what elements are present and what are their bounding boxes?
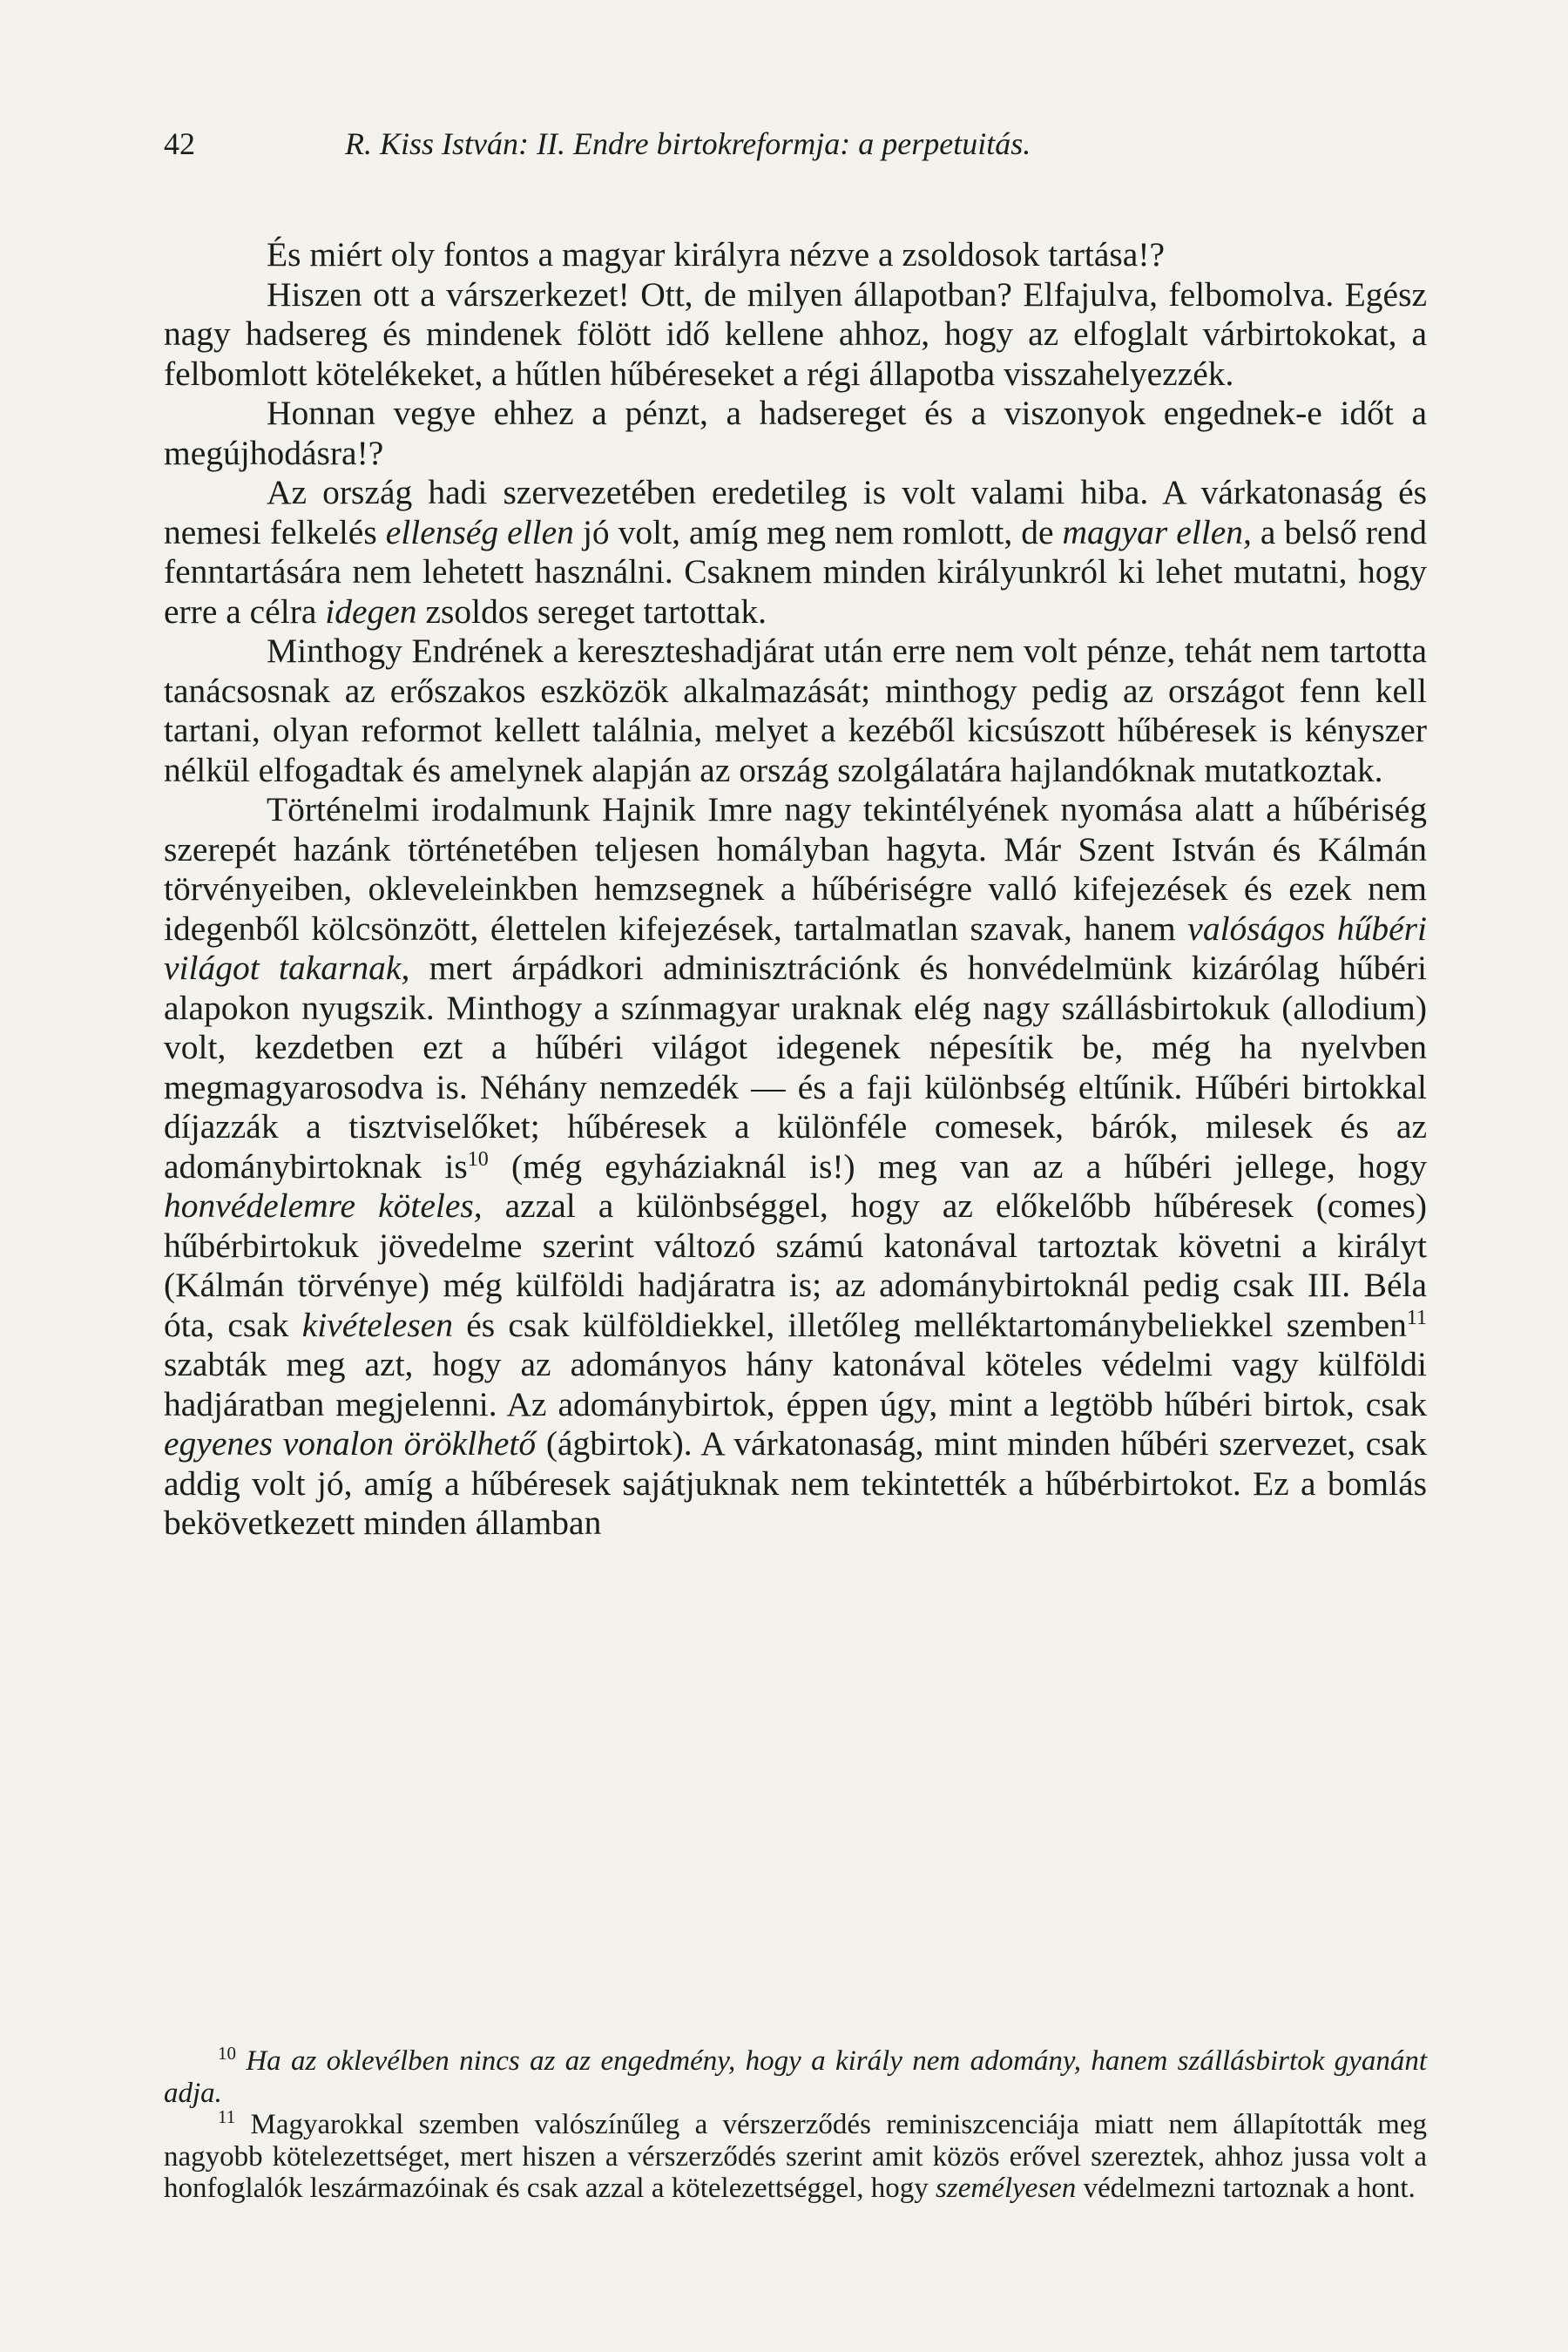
footnote-ref-11[interactable]: 11 (1406, 1306, 1427, 1329)
text-span: és csak külföldiekkel, illetőleg melléktartománybeliekkel szemben (453, 1305, 1407, 1344)
text-span: (ágbirtok). A várkatonaság, mint minden hűbéri szervezet, csak addig volt jó, amíg a hűbéresek sajátjuknak nem tekintették a hűbérbirtokot. Ez a bomlás bekövetkezett minden államban (164, 1424, 1427, 1542)
text-span: zsoldos sereget tartottak. (416, 591, 767, 631)
paragraph-5: Minthogy Endrének a kereszteshadjárat után erre nem volt pénze, tehát nem tartotta tanácsosnak az erőszakos eszközök alkalmazását; minthogy pedig az országot fenn kell tartani, olyan reformot kellett találnia, melyet a kezéből kicsúszott hűbéresek is kényszer nélkül elfogadtak és amelynek alapján az ország szolgálatára hajlandóknak mutatkoztak. (164, 632, 1427, 789)
text-span: Történelmi irodalmunk Hajnik Imre nagy tekintélyének nyomása alatt a hűbériség szerepét hazánk történetében teljesen homályban hagyta. Már Szent István és Kálmán törvényeiben, okleveleinkben hemzsegnek a hűbériségre valló kifejezések és ezek nem idegenből kölcsönzött, élettelen kifejezések, tartalmatlan szavak, hanem (164, 790, 1427, 948)
footnote-number: 10 (218, 2043, 236, 2064)
footnotes (164, 2045, 1427, 2205)
footnote-text: védelmezni tartoznak a hont. (1076, 2173, 1416, 2204)
running-title: R. Kiss István: II. Endre birtokreformja: a perpetuitás. (345, 126, 1031, 161)
paragraph-2: Hiszen ott a várszerkezet! Ott, de milyen állapotban? Elfajulva, felbomolva. Egész nagy hadsereg és mindenek fölött idő kellene ahhoz, hogy az elfoglalt várbirtokokat, a felbomlott kötelékeket, a hűtlen hűbéreseket a régi állapotba visszahelyezzék. (164, 274, 1427, 393)
page-header (164, 122, 1424, 166)
italic-emphasis: valóságos hűbéri világot takarnak, (164, 909, 1427, 987)
footnote-11 (164, 2106, 1427, 2205)
footnote-ref-10[interactable]: 10 (467, 1147, 489, 1171)
italic-emphasis: személyesen (936, 2173, 1077, 2204)
italic-emphasis: egyenes vonalon öröklhető (164, 1424, 537, 1463)
footnote-10 (164, 2045, 1427, 2109)
body-text (164, 235, 1427, 1544)
italic-emphasis: kivételesen (301, 1305, 453, 1344)
italic-emphasis: ellenség ellen (385, 512, 574, 551)
footnote-text: Magyarokkal szemben valószínűleg a vérszerződés reminiszcenciája miatt nem állapították meg nagyobb kötelezettséget, mert hiszen a vérszerződés szerint amit közös erővel szereztek, ahhoz jussa volt a honfoglalók leszármazóinak és csak azzal a kötelezettséggel, hogy (164, 2109, 1427, 2204)
paragraph-4 (164, 473, 1427, 632)
text-span: (még egyháziaknál is!) meg van az a hűbéri jellege, hogy (488, 1146, 1427, 1186)
paragraph-1: És miért oly fontos a magyar királyra nézve a zsoldosok tartása!? (267, 235, 1166, 274)
italic-emphasis: idegen (325, 591, 417, 631)
footnote-text: Ha az oklevélben nincs az az engedmény, hogy a király nem adomány, hanem szállásbirtok gyanánt adja. (164, 2045, 1427, 2109)
italic-emphasis: magyar ellen, (1062, 512, 1252, 551)
paragraph-6 (164, 790, 1427, 1544)
text-span: a belső rend fenntartására nem lehetett használni. Csaknem minden királyunkról ki lehet mutatni, hogy erre a célra (164, 512, 1427, 631)
italic-emphasis: honvédelemre köteles, (164, 1186, 483, 1225)
text-span: mert árpádkori adminisztrációnk és honvédelmünk kizárólag hűbéri alapokon nyugszik. Minthogy a színmagyar uraknak elég nagy szállásbirtokuk (allodium) volt, kezdetben ezt a hűbéri világot idegenek népesítik be, még ha nyelvben megmagyarosodva is. Néhány nemzedék — és a faji különbség eltűnik. Hűbéri birtokkal díjazzák a tisztviselőket; hűbéresek a különféle comesek, bárók, milesek és az adománybirtoknak is (164, 949, 1428, 1186)
text-span: szabták meg azt, hogy az adományos hány katonával köteles védelmi vagy külföldi hadjáratban megjelenni. Az adománybirtok, éppen úgy, mint a legtöbb hűbéri birtok, csak (164, 1345, 1427, 1423)
text-span: Az ország hadi szervezetében eredetileg is volt valami hiba. A várkatonaság és nemesi felkelés (164, 473, 1427, 551)
footnote-number: 11 (218, 2106, 236, 2127)
page-number: 42 (164, 126, 195, 161)
text-span: jó volt, amíg meg nem romlott, de (573, 512, 1063, 551)
paragraph-3: Honnan vegye ehhez a pénzt, a hadsereget és a viszonyok engednek-e időt a megújhodásra!? (164, 394, 1427, 472)
text-span: azzal a különbséggel, hogy az előkelőbb hűbéresek (comes) hűbérbirtokuk jövedelme szerint változó számú katonával tartoztak követni a királyt (Kálmán törvénye) még külföldi hadjáratra is; az adománybirtoknál pedig csak III. Béla óta, csak (164, 1186, 1428, 1344)
